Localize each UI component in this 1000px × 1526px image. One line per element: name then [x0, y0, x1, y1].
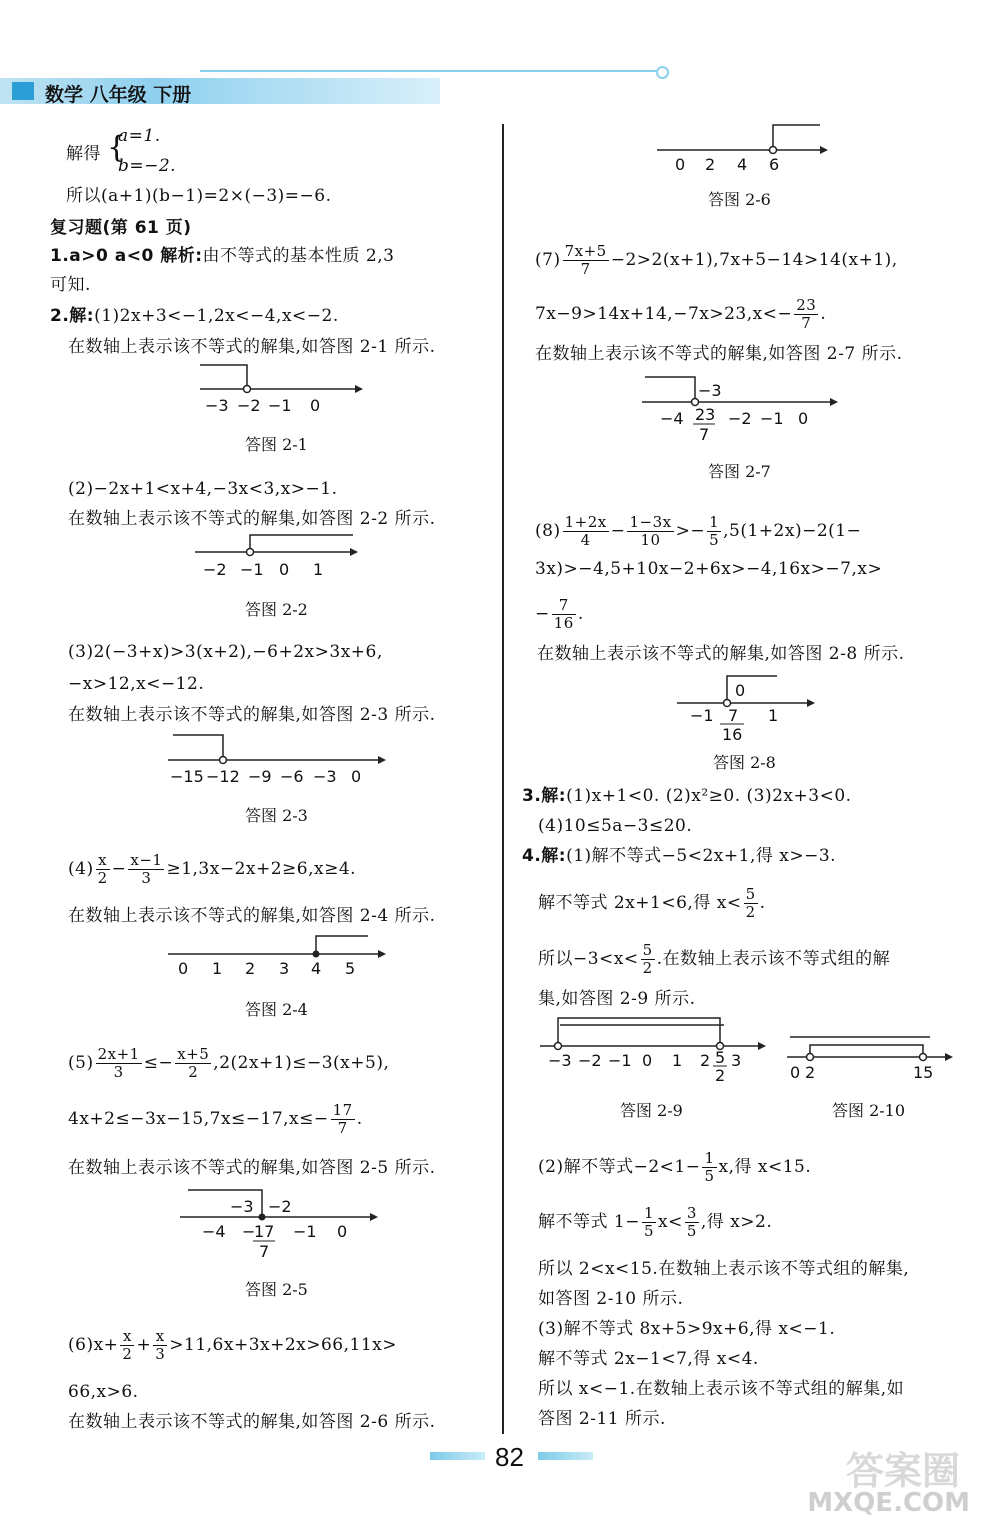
q2-part8-c: [535, 597, 584, 632]
tick: −2: [728, 409, 752, 428]
tick-frac-den: 7: [699, 425, 710, 444]
q4-part3-a: (3)解不等式 8x+5>9x+6,得 x<−1.: [538, 1319, 836, 1339]
q4-part3-b: 解不等式 2x−1<7,得 x<4.: [538, 1349, 759, 1369]
q4f: (2)解不等式−2<1−: [538, 1157, 701, 1177]
brace: {: [107, 130, 127, 165]
show-2-4: 在数轴上表示该不等式的解集,如答图 2-4 所示.: [68, 906, 436, 926]
tick: −2: [268, 1197, 292, 1216]
caption-2-4: 答图 2-4: [245, 1000, 308, 1019]
p8-minus: −: [610, 521, 626, 541]
fraction: $\frac{17}{7}$: [332, 1101, 353, 1137]
fraction: $\frac{5}{2}$: [745, 885, 756, 921]
q2-part7-a: [535, 243, 898, 278]
show-2-2: 在数轴上表示该不等式的解集,如答图 2-2 所示.: [68, 509, 436, 529]
tick: 1: [212, 959, 223, 978]
tick: −12: [206, 767, 240, 786]
tick: −1: [690, 706, 714, 725]
q1: [50, 245, 394, 267]
tick: 0: [790, 1063, 801, 1082]
tick: 3: [279, 959, 290, 978]
p5-mid: ≤−: [143, 1053, 174, 1073]
tick: −1: [293, 1222, 317, 1241]
q4-line1: [522, 845, 836, 867]
q4c-period: .: [759, 893, 766, 913]
p5-b: 4x+2≤−3x−15,7x≤−17,x≤−: [68, 1109, 329, 1129]
q2-line: [50, 305, 339, 327]
q2-part6-b: 66,x>6.: [68, 1382, 139, 1402]
q4f-post: x,得 x<15.: [718, 1157, 812, 1177]
fraction: $\frac{1-3x}{10}$: [629, 513, 672, 549]
tick: −4: [660, 409, 684, 428]
show-2-1: 在数轴上表示该不等式的解集,如答图 2-1 所示.: [68, 337, 436, 357]
q4-line2: [538, 886, 766, 921]
fraction: $\frac{7x+5}{7}$: [564, 242, 607, 278]
tick: 2: [700, 1051, 711, 1070]
q2-part4: [68, 852, 356, 887]
q4-part3-c: 所以 x<−1.在数轴上表示该不等式组的解集,如: [538, 1379, 905, 1399]
q2-part3-a: (3)2(−3+x)>3(x+2),−6+2x>3x+6,: [68, 642, 383, 662]
p4-minus: −: [111, 859, 127, 879]
q4d: 所以−3<x<: [538, 949, 639, 969]
number-line-2-5: [180, 1185, 390, 1265]
q4-label: 4.解:: [522, 846, 567, 866]
number-line-2-9: [538, 1013, 773, 1085]
tick: 0: [351, 767, 362, 786]
caption-2-1: 答图 2-1: [245, 435, 308, 454]
header-rule-dot: [656, 66, 669, 79]
p6-post: >11,6x+3x+2x>66,11x>: [169, 1335, 397, 1355]
watermark-url: MXQE.COM: [807, 1488, 970, 1518]
q4g: 解不等式 1−: [538, 1212, 640, 1232]
number-line-2-2: [195, 532, 365, 582]
watermark-logo: 答案圈: [845, 1449, 960, 1493]
tick: −15: [170, 767, 204, 786]
q4-part2-a: [538, 1150, 811, 1185]
q3-label: 3.解:: [522, 786, 567, 806]
p7-period: .: [820, 304, 827, 324]
sys-line-a: a=1.: [118, 126, 161, 146]
tick: −3: [230, 1197, 254, 1216]
tick: 0: [310, 396, 321, 415]
fraction: $\frac{x}{3}$: [155, 1327, 166, 1363]
tick-frac-num: 17: [254, 1222, 275, 1241]
tick: 4: [737, 155, 748, 174]
q4-part2-c: 所以 2<x<15.在数轴上表示该不等式组的解集,: [538, 1259, 910, 1279]
q2-part2: (2)−2x+1<x+4,−3x<3,x>−1.: [68, 479, 338, 499]
tick: 0: [675, 155, 686, 174]
p7-post: −2>2(x+1),7x+5−14>14(x+1),: [610, 250, 898, 270]
section-title: 复习题(第 61 页): [50, 218, 192, 238]
p7-pre: (7): [535, 250, 561, 270]
q2-part7-b: [535, 297, 826, 332]
p5-period: .: [356, 1109, 363, 1129]
result-line: 所以(a+1)(b−1)=2×(−3)=−6.: [66, 186, 332, 206]
fraction: $\frac{x+5}{2}$: [177, 1045, 210, 1081]
p5-post: ,2(2x+1)≤−3(x+5),: [213, 1053, 390, 1073]
p8-post: ,5(1+2x)−2(1−: [723, 521, 862, 541]
fraction: $\frac{1}{5}$: [643, 1204, 655, 1240]
p7-b: 7x−9>14x+14,−7x>23,x<−: [535, 304, 793, 324]
tick: −1: [268, 396, 292, 415]
tick: −1: [608, 1051, 632, 1070]
tick: −6: [280, 767, 304, 786]
caption-2-8: 答图 2-8: [713, 753, 776, 772]
q1-tail: 可知.: [50, 275, 91, 295]
caption-2-5: 答图 2-5: [245, 1280, 308, 1299]
q4-part3-d: 答图 2-11 所示.: [538, 1409, 666, 1429]
q2-label: 2.解:: [50, 306, 95, 326]
caption-2-3: 答图 2-3: [245, 806, 308, 825]
number-line-2-8: [672, 672, 822, 747]
fraction: $\frac{1}{5}$: [704, 1149, 715, 1185]
tick: 0: [642, 1051, 653, 1070]
fraction: $\frac{5}{2}$: [642, 941, 653, 977]
fraction: $\frac{x-1}{3}$: [130, 851, 163, 887]
number-line-2-1: [195, 362, 365, 414]
fraction: $\frac{3}{5}$: [686, 1204, 697, 1240]
q4-line3: [538, 942, 890, 977]
caption-2-9: 答图 2-9: [620, 1101, 683, 1120]
fraction: $\frac{2x+1}{3}$: [97, 1045, 140, 1081]
tick: 15: [913, 1063, 934, 1082]
tick: 1: [768, 706, 779, 725]
q2-part6-a: [68, 1328, 397, 1363]
tick-frac-den: 2: [715, 1066, 726, 1085]
sys-line-b: b=−2.: [118, 156, 177, 176]
fraction: $\frac{x}{2}$: [122, 1327, 133, 1363]
number-line-2-6: [655, 122, 835, 174]
tick-sign: −: [242, 1222, 256, 1241]
tick: −3: [313, 767, 337, 786]
q4g-mid: x<: [658, 1212, 683, 1232]
tick: −2: [237, 396, 261, 415]
tick: 1: [313, 560, 324, 579]
tick: −1: [240, 560, 264, 579]
q3-parts: (1)x+1<0. (2)x²≥0. (3)2x+3<0.: [566, 786, 852, 806]
q3-line2: (4)10≤5a−3≤20.: [538, 816, 693, 836]
caption-2-7: 答图 2-7: [708, 462, 771, 481]
q2-part5-a: [68, 1046, 389, 1081]
q2-part8-b: 3x)>−4,5+10x−2+6x>−4,16x>−7,x>: [535, 559, 883, 579]
show-2-6: 在数轴上表示该不等式的解集,如答图 2-6 所示.: [68, 1412, 436, 1432]
column-divider: [502, 124, 504, 1434]
number-line-2-4: [168, 932, 393, 978]
p6-plus: +: [136, 1335, 152, 1355]
tick: 6: [769, 155, 780, 174]
tick: 0: [279, 560, 290, 579]
q2-part5-b: [68, 1102, 363, 1137]
tick: 5: [345, 959, 356, 978]
p4-pre: (4): [68, 859, 94, 879]
tick-frac-num: 23: [695, 405, 716, 424]
number-line-2-7: [640, 372, 850, 446]
number-line-2-10: [785, 1030, 960, 1085]
tick: −3: [548, 1051, 572, 1070]
p6-pre: (6)x+: [68, 1335, 119, 1355]
caption-2-6: 答图 2-6: [708, 190, 771, 209]
q2-part3-b: −x>12,x<−12.: [68, 674, 205, 694]
p4-post: ≥1,3x−2x+2≥6,x≥4.: [166, 859, 357, 879]
fraction: $\frac{1}{5}$: [709, 513, 720, 549]
q4-part2-d: 如答图 2-10 所示.: [538, 1289, 684, 1309]
tick: −4: [202, 1222, 226, 1241]
tick: −2: [203, 560, 227, 579]
p5-pre: (5): [68, 1053, 94, 1073]
fraction: $\frac{23}{7}$: [796, 296, 817, 332]
tick: 0: [798, 409, 809, 428]
tick-frac-num: 7: [728, 706, 739, 725]
tick: 1: [672, 1051, 683, 1070]
tick: 4: [311, 959, 322, 978]
show-2-3: 在数轴上表示该不等式的解集,如答图 2-3 所示.: [68, 705, 436, 725]
page-deco-right: [538, 1452, 593, 1460]
caption-2-2: 答图 2-2: [245, 600, 308, 619]
tick: −3: [205, 396, 229, 415]
tick: −9: [248, 767, 272, 786]
q1-analysis: 由不等式的基本性质 2,3: [202, 246, 395, 266]
q4d-post: .在数轴上表示该不等式组的解: [656, 949, 891, 969]
show-2-7: 在数轴上表示该不等式的解集,如答图 2-7 所示.: [535, 344, 903, 364]
tick: −2: [578, 1051, 602, 1070]
tick: 0: [178, 959, 189, 978]
p8-mid: >−: [675, 521, 706, 541]
header-marker: [12, 82, 34, 100]
show-2-5: 在数轴上表示该不等式的解集,如答图 2-5 所示.: [68, 1158, 436, 1178]
page-number: 82: [495, 1442, 524, 1472]
tick-frac-den: 7: [259, 1242, 270, 1261]
tick: 2: [805, 1063, 816, 1082]
tick: −3: [698, 381, 722, 400]
fraction: $\frac{x}{2}$: [97, 851, 108, 887]
q4-line4: 集,如答图 2-9 所示.: [538, 989, 696, 1009]
q4-part2-b: [538, 1205, 772, 1240]
solve-label: 解得: [66, 144, 101, 164]
tick: −1: [760, 409, 784, 428]
q1-answer: 1.a>0 a<0: [50, 246, 161, 266]
p8-period: .: [577, 604, 584, 624]
fraction: $\frac{7}{16}$: [553, 596, 574, 632]
q2-part1: (1)2x+3<−1,2x<−4,x<−2.: [94, 306, 339, 326]
tick-frac-num: 5: [715, 1048, 726, 1067]
tick-frac-den: 16: [722, 725, 743, 744]
p8-pre: (8): [535, 521, 561, 541]
q2-part8-a: [535, 514, 861, 549]
caption-2-10: 答图 2-10: [832, 1101, 906, 1120]
number-line-2-3: [168, 730, 393, 786]
p8-c: −: [535, 604, 550, 624]
running-header: 数学 八年级 下册: [45, 84, 192, 106]
tick: 0: [337, 1222, 348, 1241]
tick: 0: [735, 681, 746, 700]
fraction: $\frac{1+2x}{4}$: [564, 513, 607, 549]
header-rule: [200, 70, 660, 72]
q3-line1: [522, 785, 852, 807]
q4g-post: ,得 x>2.: [700, 1212, 773, 1232]
tick: 2: [245, 959, 256, 978]
q4c: 解不等式 2x+1<6,得 x<: [538, 893, 742, 913]
q4-part1: (1)解不等式−5<2x+1,得 x>−3.: [566, 846, 837, 866]
tick: 3: [731, 1051, 742, 1070]
page-deco-left: [430, 1452, 485, 1460]
q1-analysis-label: 解析:: [160, 246, 203, 266]
show-2-8: 在数轴上表示该不等式的解集,如答图 2-8 所示.: [537, 644, 905, 664]
tick: 2: [705, 155, 716, 174]
